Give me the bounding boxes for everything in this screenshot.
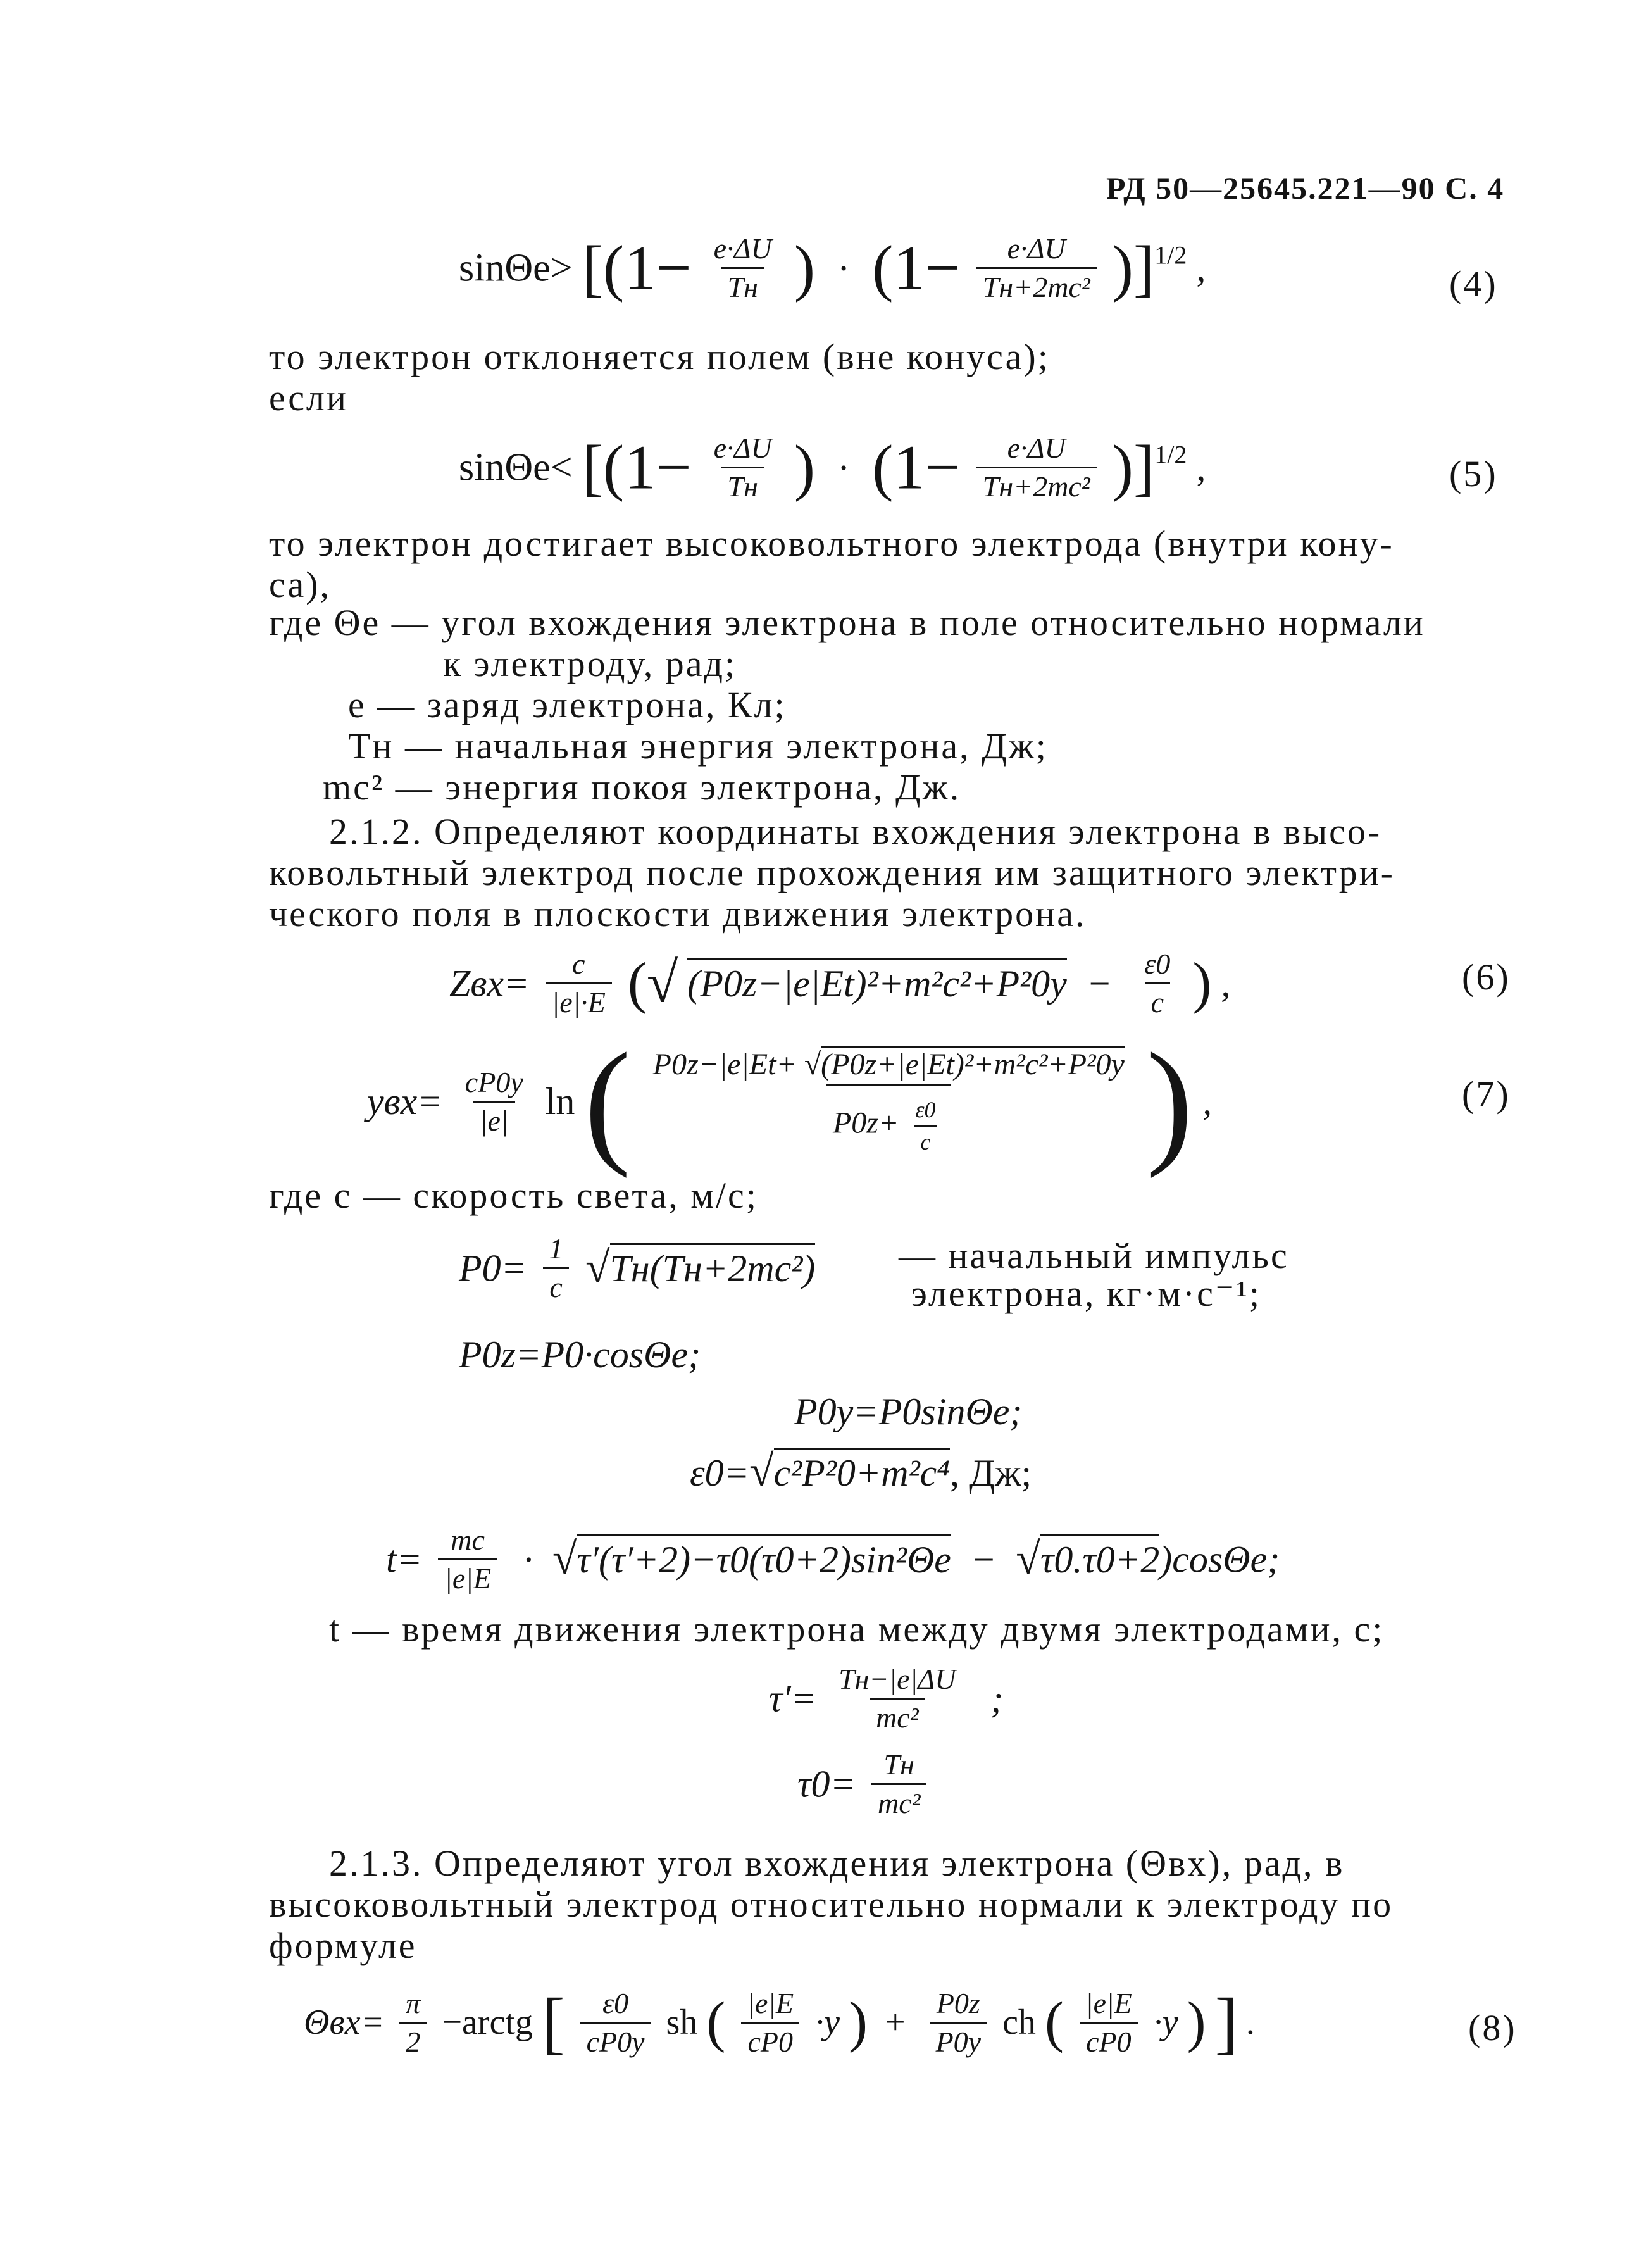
def-theta-2: к электроду, рад; <box>443 643 737 684</box>
def-theta-1: где Θe — угол вхождения электрона в поле относительно нормали <box>269 602 1425 643</box>
eq4-frac1: $\frac{e\cdot\Delta U}{Tн}$ <box>713 232 772 303</box>
eq5-frac2: $\frac{e\cdot\Delta U}{\text{Tн+2mc²}}$ <box>976 434 1097 501</box>
def-e: e — заряд электрона, Кл; <box>348 684 787 725</box>
text-reach-1: то электрон достигает высоковольтного электрода (внутри кону- <box>269 523 1394 564</box>
p0-desc-2: электрона, кг·м·с⁻¹; <box>911 1273 1261 1314</box>
equation-tau-prime: τ′= $\frac{Tн-|e|\Delta U}{\text{mc²}}$ ; <box>769 1663 1004 1734</box>
para-212-1: 2.1.2. Определяют координаты вхождения электрона в высо- <box>329 811 1382 852</box>
para-213-2: высоковольтный электрод относительно нормали к электроду по <box>269 1884 1393 1925</box>
eq4-frac2: $\frac{e\cdot\Delta U}{\text{Tн+2mc²}}$ <box>976 234 1097 302</box>
def-tn: Tн — начальная энергия электрона, Дж; <box>348 725 1048 767</box>
def-c: где c — скорость света, м/с; <box>269 1175 758 1216</box>
text-deflect: то электрон отклоняется полем (вне конуса); <box>269 336 1050 377</box>
eq4-lhs: sinΘe> <box>459 246 573 290</box>
equation-p0y: P0y=P0sinΘe; <box>794 1391 1023 1432</box>
eq5-frac1: $\frac{e\cdot\Delta U}{Tн}$ <box>713 432 772 503</box>
equation-7-number: (7) <box>1462 1074 1511 1115</box>
para-213-1: 2.1.3. Определяют угол вхождения электрона (Θвх), рад, в <box>329 1843 1345 1884</box>
text-reach-2: са), <box>269 564 332 605</box>
para-212-2: ковольтный электрод после прохождения им защитного электри- <box>269 852 1395 893</box>
def-t: t — время движения электрона между двумя электродами, с; <box>329 1608 1385 1650</box>
equation-8: Θвх= $\frac{\pi}{2}$ −arctg [ $\frac{\varepsilon 0}{cP0y}$ sh ( $\frac{|e|E}{cP0}$ ·y ) + $\frac{P0z}{P0y}$ ch ( $\frac{|e|E}{cP0}$ ·y ) ] . <box>304 1984 1256 2061</box>
text-if: если <box>269 377 348 418</box>
equation-tau0: τ0= $\frac{Tн}{\text{mc²}}$ <box>797 1750 933 1818</box>
para-212-3: ческого поля в плоскости движения электрона. <box>269 893 1087 934</box>
def-mc2: mc² — энергия покоя электрона, Дж. <box>323 767 961 808</box>
equation-7: yвх= $\frac{cP0y}{|e|}$ ln ( P0z−|e|Et+ √(P0z+|e|Et)²+m²c²+P²0y P0z+ $\frac{\varepsilon 0}{c}$ ) , <box>367 1024 1213 1179</box>
equation-5: sinΘe< [(1− $\frac{e\cdot\Delta U}{Tн}$ ) · (1− $\frac{e\cdot\Delta U}{\text{Tн+2mc²}}$ )]$^{1/2}$ , <box>459 432 1206 503</box>
equation-p0: P0= $\frac{1}{c}$ √Tн(Tн+2mc²) <box>459 1232 816 1303</box>
equation-4: sinΘe> [(1− $\frac{e\cdot\Delta U}{Tн}$ ) · (1− $\frac{e\cdot\Delta U}{\text{Tн+2mc²}}$ )]$^{1/2}$ , <box>459 232 1206 303</box>
equation-8-number: (8) <box>1468 2007 1517 2048</box>
para-213-3: формуле <box>269 1925 417 1966</box>
page-header: РД 50—25645.221—90 С. 4 <box>1106 170 1505 206</box>
equation-4-number: (4) <box>1449 263 1498 304</box>
p0-desc-1: — начальный импульс <box>899 1235 1289 1276</box>
equation-6: Zвх= $\frac{c}{|e|\cdot E}$ (√ (P0z−|e|Et)²+m²c²+P²0y − $\frac{\varepsilon 0}{c}$ ) , <box>449 948 1231 1018</box>
equation-p0z: P0z=P0·cosΘe; <box>459 1334 701 1375</box>
equation-eps0: ε0=√c²P²0+m²c⁴, Дж; <box>690 1447 1032 1496</box>
equation-t: t= $\frac{mc}{|e|E}$ · √τ′(τ′+2)−τ0(τ0+2)sin²Θe − √τ0.τ0+2)cosΘe; <box>386 1524 1280 1594</box>
equation-6-number: (6) <box>1462 956 1511 998</box>
equation-5-number: (5) <box>1449 453 1498 494</box>
